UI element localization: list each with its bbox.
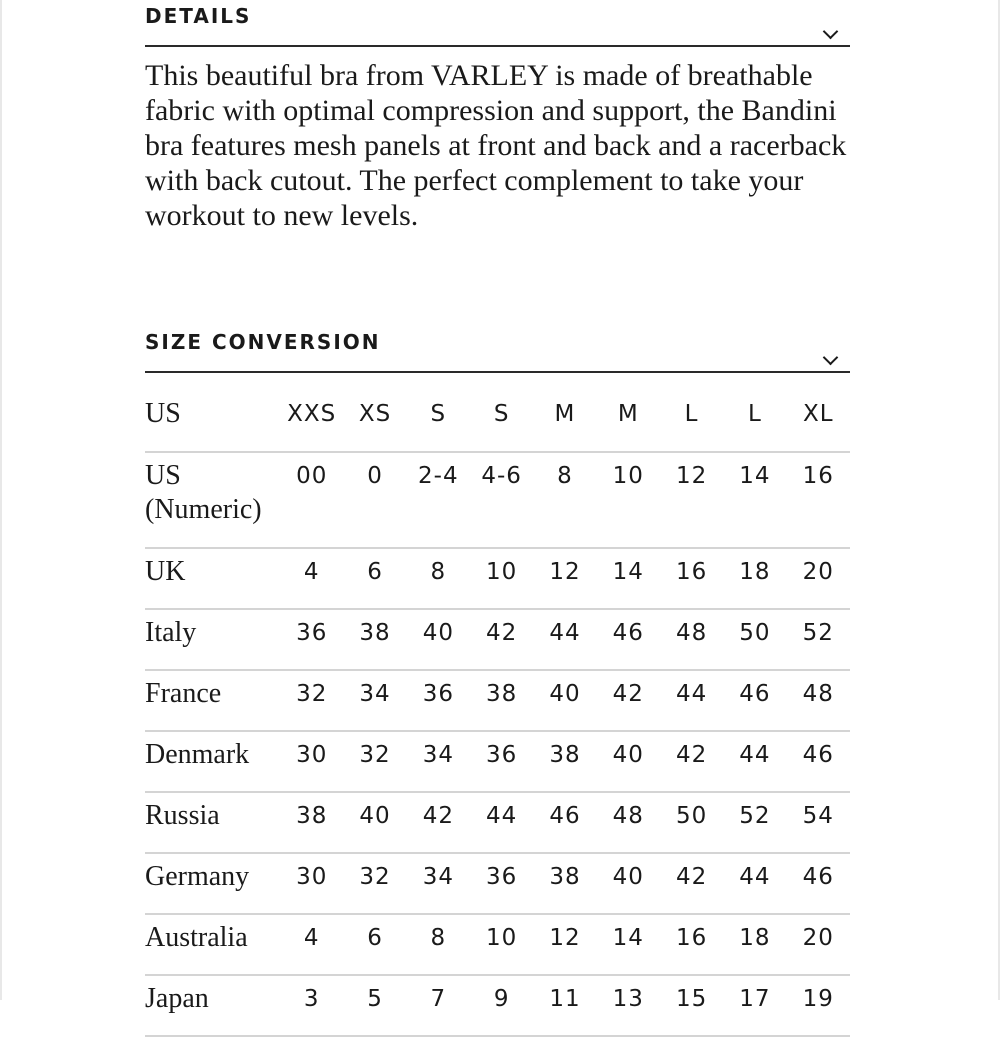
table-row [145,391,850,452]
size-cell: 4 [280,914,343,975]
size-cell: 13 [597,975,660,1036]
size-cell: 44 [660,670,723,731]
size-cell: 20 [787,548,850,609]
size-cell: 44 [723,731,786,792]
size-cell: 36 [407,670,470,731]
size-cell: 16 [660,914,723,975]
size-cell: 48 [597,792,660,853]
size-cell: 19 [787,975,850,1036]
size-cell: 2-4 [407,452,470,548]
size-cell: 32 [280,670,343,731]
size-cell: 8 [407,914,470,975]
size-cell: 12 [660,452,723,548]
size-cell: 36 [470,853,533,914]
size-cell: 38 [533,731,596,792]
size-cell: 12 [533,548,596,609]
size-cell: S [470,391,533,452]
size-cell: 32 [343,853,406,914]
table-row [145,853,850,914]
row-label: Russia [145,792,280,853]
table-row [145,548,850,609]
size-cell: 3 [280,975,343,1036]
size-cell: 15 [660,975,723,1036]
table-row [145,731,850,792]
size-cell: 30 [280,853,343,914]
size-conversion-section-header[interactable] [145,330,850,373]
size-cell: 36 [280,609,343,670]
size-cell: 54 [787,792,850,853]
row-label: Japan [145,975,280,1036]
table-row [145,975,850,1036]
size-cell: 44 [470,792,533,853]
size-cell: 40 [597,853,660,914]
details-section-header[interactable] [145,4,850,47]
details-title: DETAILS [145,4,252,28]
row-label: Australia [145,914,280,975]
size-cell: 10 [470,548,533,609]
size-cell: 48 [660,609,723,670]
size-cell: 5 [343,975,406,1036]
size-cell: 6 [343,914,406,975]
size-cell: 18 [723,914,786,975]
size-cell: 38 [470,670,533,731]
size-cell: 11 [533,975,596,1036]
size-cell: 10 [597,452,660,548]
size-cell: 46 [787,731,850,792]
size-cell: XXS [280,391,343,452]
size-cell: 40 [533,670,596,731]
size-cell: 8 [407,548,470,609]
size-cell: 18 [723,548,786,609]
size-cell: 14 [723,452,786,548]
size-cell: 42 [470,609,533,670]
size-cell: 32 [343,731,406,792]
size-cell: 14 [597,914,660,975]
table-row [145,670,850,731]
product-description: This beautiful bra from VARLEY is made of breathable fabric with optimal compression and support, the Bandini bra features mesh panels at front and back and a racerback with back cutout. The perfect complement to take your workout to new levels. [145,59,847,232]
size-cell: 8 [533,452,596,548]
size-cell: 00 [280,452,343,548]
table-row [145,452,850,548]
size-cell: L [660,391,723,452]
size-cell: 42 [407,792,470,853]
size-cell: 9 [470,975,533,1036]
size-cell: 50 [723,609,786,670]
size-cell: 44 [533,609,596,670]
size-cell: 34 [407,731,470,792]
row-label: US (Numeric) [145,452,280,548]
size-cell: 44 [723,853,786,914]
size-cell: 50 [660,792,723,853]
size-cell: 42 [597,670,660,731]
table-row [145,914,850,975]
size-cell: 52 [723,792,786,853]
chevron-down-icon[interactable] [823,350,839,366]
frame-border-left [0,0,2,1000]
row-label: Italy [145,609,280,670]
row-label: Germany [145,853,280,914]
size-cell: M [597,391,660,452]
size-cell: 38 [533,853,596,914]
size-cell: 14 [597,548,660,609]
size-cell: 4 [280,548,343,609]
row-label: Denmark [145,731,280,792]
row-label: US [145,391,280,452]
size-cell: M [533,391,596,452]
size-cell: 40 [597,731,660,792]
size-cell: 0 [343,452,406,548]
size-cell: L [723,391,786,452]
size-conversion-title: SIZE CONVERSION [145,330,381,354]
size-cell: 7 [407,975,470,1036]
size-cell: 46 [533,792,596,853]
size-cell: 30 [280,731,343,792]
size-conversion-table [145,391,850,1037]
size-cell: 34 [407,853,470,914]
size-cell: 52 [787,609,850,670]
size-cell: 40 [343,792,406,853]
size-cell: XL [787,391,850,452]
row-label: France [145,670,280,731]
size-cell: 40 [407,609,470,670]
size-cell: 46 [723,670,786,731]
table-row [145,792,850,853]
size-cell: 34 [343,670,406,731]
size-cell: 42 [660,731,723,792]
size-cell: 42 [660,853,723,914]
size-cell: 38 [343,609,406,670]
chevron-down-icon[interactable] [823,24,839,40]
size-cell: 12 [533,914,596,975]
size-cell: 48 [787,670,850,731]
size-cell: 36 [470,731,533,792]
table-row [145,609,850,670]
size-cell: 10 [470,914,533,975]
size-cell: 20 [787,914,850,975]
size-cell: 16 [787,452,850,548]
size-cell: XS [343,391,406,452]
row-label: UK [145,548,280,609]
size-cell: 17 [723,975,786,1036]
size-cell: 46 [597,609,660,670]
size-cell: 16 [660,548,723,609]
size-cell: 4-6 [470,452,533,548]
size-cell: 46 [787,853,850,914]
size-cell: 6 [343,548,406,609]
size-cell: 38 [280,792,343,853]
size-cell: S [407,391,470,452]
